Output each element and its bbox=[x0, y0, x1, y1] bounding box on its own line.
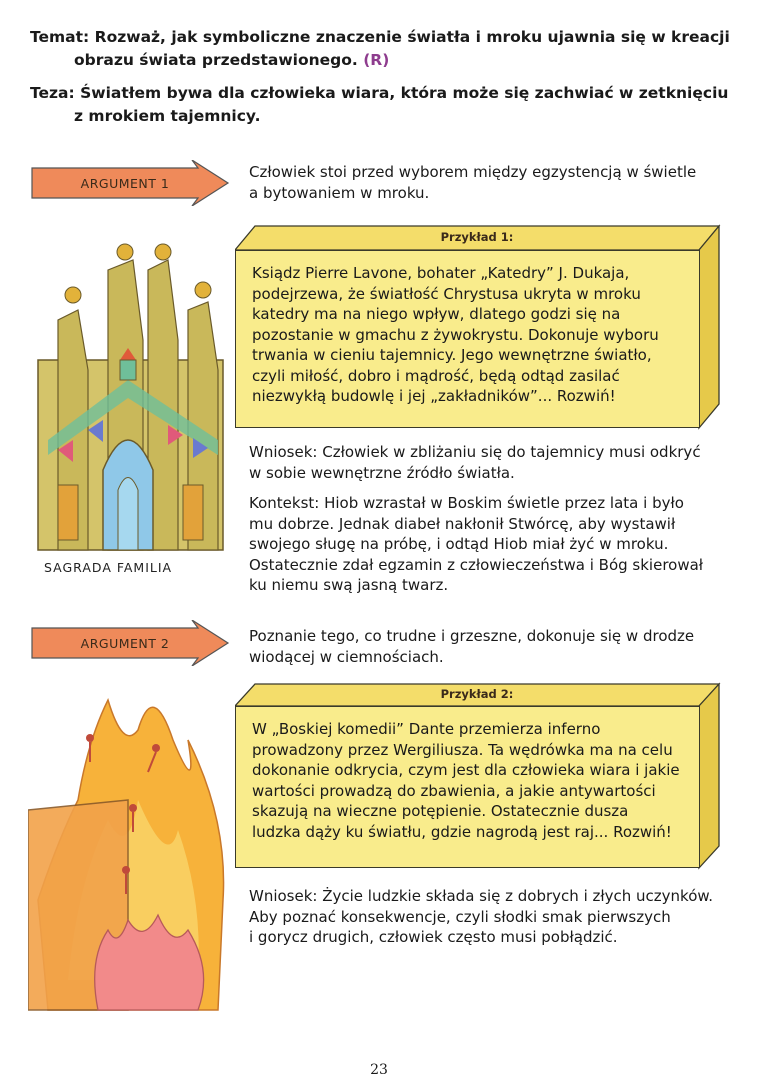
argument2-claim-line2: wiodącej w ciemnościach. bbox=[249, 647, 444, 666]
cathedral-icon bbox=[28, 240, 238, 560]
argument2-label: ARGUMENT 2 bbox=[80, 635, 170, 651]
thesis-heading bbox=[30, 82, 730, 128]
example1-line: pozostanie w gmachu z żywokrystu. Dokonuje wyboru bbox=[252, 325, 659, 344]
topic-line2: obrazu świata przedstawionego. bbox=[74, 51, 358, 69]
example2-line: prowadzony przez Wergiliusza. Ta wędrówka ma na celu bbox=[252, 740, 673, 759]
topic-marker: (R) bbox=[363, 51, 390, 69]
context-line: mu dobrze. Jednak diabeł nakłonił Stwórcę, aby wystawił bbox=[249, 514, 676, 533]
topic-line1: Rozważ, jak symboliczne znaczenie światła i mroku ujawnia się w kreacji bbox=[94, 28, 730, 46]
inferno-illustration bbox=[28, 680, 238, 1020]
example2-line: ludzka dąży ku światłu, gdzie nagrodą jest raj... Rozwiń! bbox=[252, 822, 672, 841]
argument1-claim-line2: a bytowaniem w mroku. bbox=[249, 183, 430, 202]
example1-line: niezwykłą budowlę i jej „zakładników”... Rozwiń! bbox=[252, 387, 616, 405]
example2-line: skazują na wieczne potępienie. Ostatecznie dusza bbox=[252, 802, 629, 820]
context-line: swojego sługę na próbę, i odtąd Hiob miał żyć w mroku. bbox=[249, 535, 669, 553]
illustration-caption: SAGRADA FAMILIA bbox=[44, 560, 173, 575]
topic-prefix: Temat: bbox=[30, 28, 90, 46]
context-line: ku niemu swą jasną twarz. bbox=[249, 576, 449, 594]
example1-line: czyli miłość, dobro i mądrość, będą odtąd zasilać bbox=[252, 366, 620, 385]
flames-icon bbox=[28, 680, 238, 1020]
context-line: Kontekst: Hiob wzrastał w Boskim świetle przez lata i było bbox=[249, 494, 684, 512]
example1-title: Przykład 1: bbox=[440, 230, 514, 244]
context-line: Ostatecznie zdał egzamin z człowieczeństwa i Bóg skierował bbox=[249, 555, 704, 574]
example2-text bbox=[235, 706, 700, 868]
page-number: 23 bbox=[370, 1062, 388, 1078]
conclusion-line: Wniosek: Człowiek w zbliżaniu się do tajemnicy musi odkryć bbox=[249, 443, 701, 461]
example1-line: trwania w cieniu tajemnicy. Jego wewnętrzne światło, bbox=[252, 346, 652, 364]
argument2-conclusion bbox=[249, 886, 739, 948]
topic-heading bbox=[30, 26, 730, 72]
conclusion-line: Aby poznać konsekwencje, czyli słodki smak pierwszych bbox=[249, 907, 671, 926]
argument2-claim bbox=[249, 626, 739, 667]
argument1-conclusion bbox=[249, 442, 739, 483]
example2-box bbox=[235, 680, 725, 872]
conclusion-line: w sobie wewnętrzne źródło światła. bbox=[249, 463, 515, 482]
argument1-claim-line1: Człowiek stoi przed wyborem między egzystencją w świetle bbox=[249, 163, 697, 181]
argument2-arrow bbox=[30, 620, 230, 666]
argument1-claim bbox=[249, 162, 739, 203]
argument1-arrow bbox=[30, 160, 230, 206]
conclusion-line: i gorycz drugich, człowiek często musi pobłądzić. bbox=[249, 928, 618, 946]
example1-box bbox=[235, 222, 725, 432]
thesis-line2: z mrokiem tajemnicy. bbox=[74, 107, 261, 125]
conclusion-line: Wniosek: Życie ludzkie składa się z dobrych i złych uczynków. bbox=[249, 887, 714, 905]
example1-line: katedry ma na niego wpływ, dlatego godzi się na bbox=[252, 305, 621, 323]
example1-line: podejrzewa, że światłość Chrystusa ukryta w mroku bbox=[252, 284, 641, 303]
argument2-claim-line1: Poznanie tego, co trudne i grzeszne, dokonuje się w drodze bbox=[249, 627, 695, 645]
example2-line: wartości prowadzą do zbawienia, a jakie antywartości bbox=[252, 781, 656, 800]
example2-line: W „Boskiej komedii” Dante przemierza inferno bbox=[252, 720, 601, 738]
example2-title: Przykład 2: bbox=[440, 687, 514, 701]
thesis-prefix: Teza: bbox=[30, 84, 75, 102]
argument1-label: ARGUMENT 1 bbox=[80, 175, 170, 191]
example2-line: dokonanie odkrycia, czym jest dla człowieka wiara i jakie bbox=[252, 761, 680, 779]
example1-line: Ksiądz Pierre Lavone, bohater „Katedry” J. Dukaja, bbox=[252, 264, 630, 282]
sagrada-familia-illustration bbox=[28, 240, 238, 560]
example1-text bbox=[235, 250, 700, 428]
thesis-line1: Światłem bywa dla człowieka wiara, która może się zachwiać w zetknięciu bbox=[80, 84, 729, 102]
argument1-context bbox=[249, 493, 739, 596]
